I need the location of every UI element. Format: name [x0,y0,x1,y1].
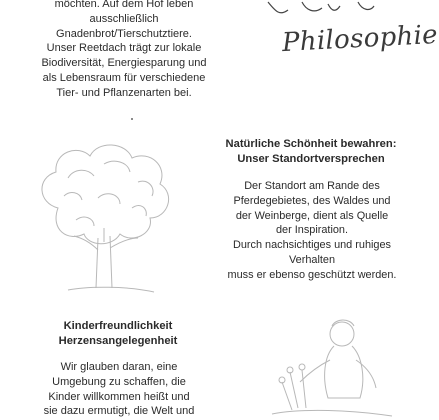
reetdach-paragraph: möchten. Auf dem Hof leben ausschließlich Gnadenbrot/Tierschutztiere. Unser Reetdach trägt zur lokale Biodiversität, Energiesparung und als Lebensraum für verschiedene Tier- und Pflanzenarten bei. [41,0,207,99]
standort-paragraph: Der Standort am Rande des Pferdegebietes, des Waldes und der Weinberge, dient als Quelle der Inspiration. Durch nachsichtiges und ruhiges Verhalten muss er ebenso geschützt werden. [227,180,397,281]
philosophie-title: Philosophie [281,19,439,59]
child-with-flowers-illustration [262,312,402,420]
dot-marker [131,118,133,120]
kinder-heading: Kinderfreundlichkeit Herzensangelegenheit [58,320,178,347]
standort-heading: Natürliche Schönheit bewahren: Unser Standortversprechen [225,138,397,165]
kinder-paragraph: Wir glauben daran, eine Umgebung zu schaffen, die Kinder willkommen heißt und sie dazu ermutigt, die Welt und [43,361,195,418]
tree-illustration [28,138,178,303]
